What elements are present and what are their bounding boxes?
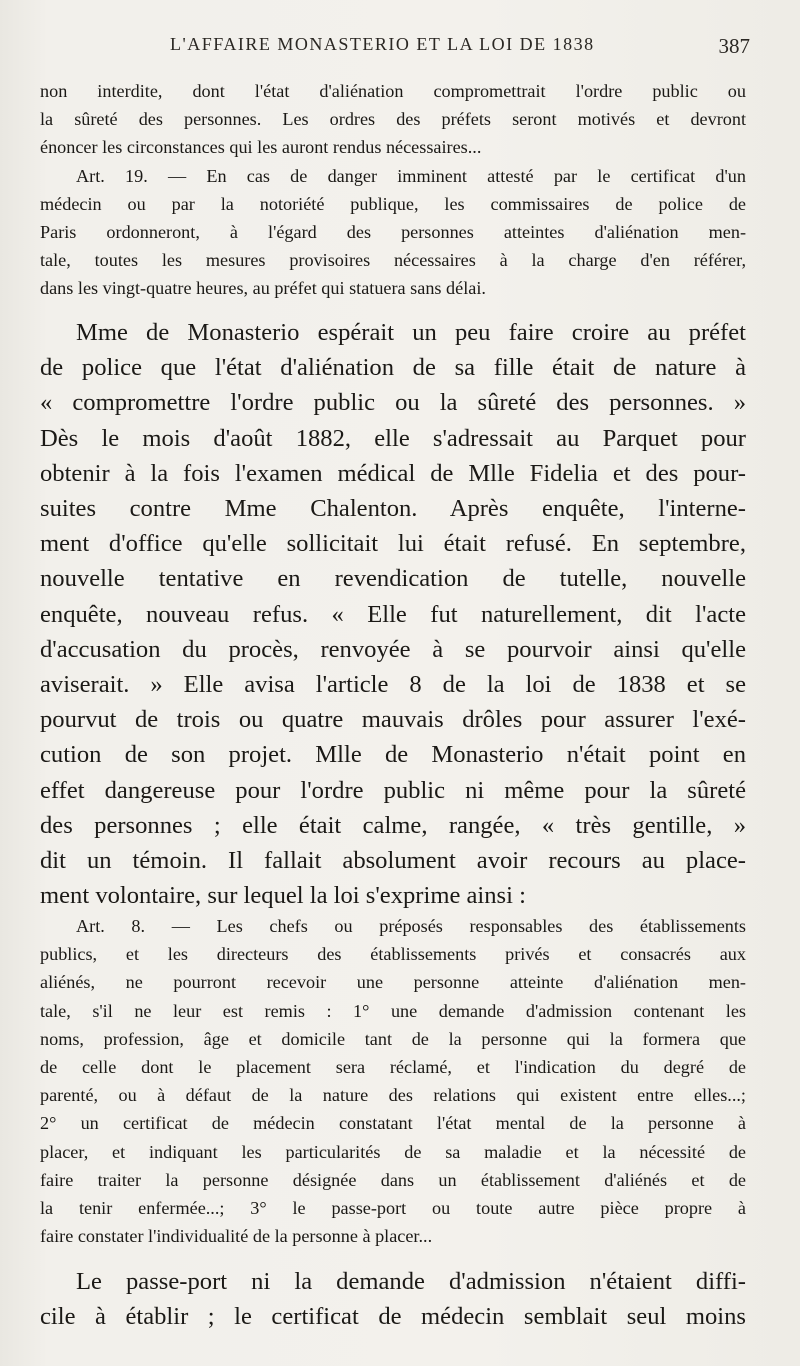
text-line: pourvut de trois ou quatre mauvais drôles pour assurer l'exé- bbox=[40, 706, 746, 734]
text-line: faire traiter la personne désignée dans un établissement d'aliénés et de bbox=[40, 1169, 746, 1190]
text-line: non interdite, dont l'état d'aliénation compromettrait l'ordre public ou bbox=[40, 81, 746, 101]
text-line: Art. 8. — Les chefs ou préposés responsables des établissements bbox=[76, 916, 746, 936]
page-header bbox=[40, 34, 750, 64]
text-line: effet dangereuse pour l'ordre public ni même pour la sûreté bbox=[40, 776, 746, 804]
text-line: Art. 19. — En cas de danger imminent attesté par le certificat d'un bbox=[76, 165, 746, 186]
text-line: énoncer les circonstances qui les auront rendus nécessaires... bbox=[40, 137, 482, 158]
text-line: faire constater l'individualité de la personne à placer... bbox=[40, 1226, 433, 1247]
text-line: suites contre Mme Chalenton. Après enquête, l'interne- bbox=[40, 495, 746, 523]
text-line: publics, et les directeurs des établissements privés et consacrés aux bbox=[40, 944, 746, 965]
text-line: enquête, nouveau refus. « Elle fut naturellement, dit l'acte bbox=[40, 600, 746, 628]
running-head: L'AFFAIRE MONASTERIO ET LA LOI DE 1838 bbox=[170, 34, 595, 54]
text-line: 2° un certificat de médecin constatant l'état mental de la personne à bbox=[40, 1113, 746, 1134]
text-line: tale, toutes les mesures provisoires nécessaires à la charge d'en référer, bbox=[40, 250, 746, 271]
text-line: placer, et indiquant les particularités de sa maladie et la nécessité de bbox=[40, 1141, 746, 1162]
text-line: Le passe-port ni la demande d'admission n'étaient diffi- bbox=[76, 1268, 746, 1295]
text-line: d'accusation du procès, renvoyée à se pourvoir ainsi qu'elle bbox=[40, 635, 746, 663]
text-line: tale, s'il ne leur est remis : 1° une demande d'admission contenant les bbox=[40, 1000, 746, 1021]
text-line: de police que l'état d'aliénation de sa fille était de nature à bbox=[40, 354, 746, 382]
text-line: cution de son projet. Mlle de Monasterio n'était point en bbox=[40, 741, 746, 769]
text-line: Dès le mois d'août 1882, elle s'adressait au Parquet pour bbox=[40, 424, 746, 452]
text-line: « compromettre l'ordre public ou la sûreté des personnes. » bbox=[40, 389, 746, 417]
text-line: dit un témoin. Il fallait absolument avoir recours au place- bbox=[40, 847, 746, 875]
text-line: ment volontaire, sur lequel la loi s'exprime ainsi : bbox=[40, 882, 526, 910]
page-number: 387 bbox=[718, 34, 750, 58]
text-line: médecin ou par la notoriété publique, les commissaires de police de bbox=[40, 193, 746, 214]
body-paragraph-1 bbox=[40, 315, 746, 913]
law-excerpt-article-8 bbox=[40, 912, 746, 1250]
text-line: ment d'office qu'elle sollicitait lui était refusé. En septembre, bbox=[40, 530, 746, 558]
text-line: aviserait. » Elle avisa l'article 8 de la loi de 1838 et se bbox=[40, 671, 746, 699]
text-line: cile à établir ; le certificat de médecin semblait seul moins bbox=[40, 1303, 746, 1331]
text-line: des personnes ; elle était calme, rangée, « très gentille, » bbox=[40, 811, 746, 839]
body-paragraph-2 bbox=[40, 1264, 746, 1334]
text-line: Mme de Monasterio espérait un peu faire croire au préfet bbox=[76, 319, 746, 346]
text-line: la tenir enfermée...; 3° le passe-port ou toute autre pièce propre à bbox=[40, 1198, 746, 1219]
text-line: de celle dont le placement sera réclamé, et l'indication du degré de bbox=[40, 1057, 746, 1078]
text-line: noms, profession, âge et domicile tant de la personne qui la formera que bbox=[40, 1028, 746, 1049]
text-line: aliénés, ne pourront recevoir une personne atteinte d'aliénation men- bbox=[40, 972, 746, 993]
text-line: nouvelle tentative en revendication de tutelle, nouvelle bbox=[40, 565, 746, 593]
text-line: dans les vingt-quatre heures, au préfet qui statuera sans délai. bbox=[40, 278, 486, 299]
text-line: la sûreté des personnes. Les ordres des préfets seront motivés et devront bbox=[40, 109, 746, 130]
text-line: Paris ordonneront, à l'égard des personnes atteintes d'aliénation men- bbox=[40, 222, 746, 243]
text-line: parenté, ou à défaut de la nature des relations qui existent entre elles...; bbox=[40, 1085, 746, 1106]
text-line: obtenir à la fois l'examen médical de Mlle Fidelia et des pour- bbox=[40, 459, 746, 487]
law-excerpt-article-19 bbox=[40, 77, 746, 303]
